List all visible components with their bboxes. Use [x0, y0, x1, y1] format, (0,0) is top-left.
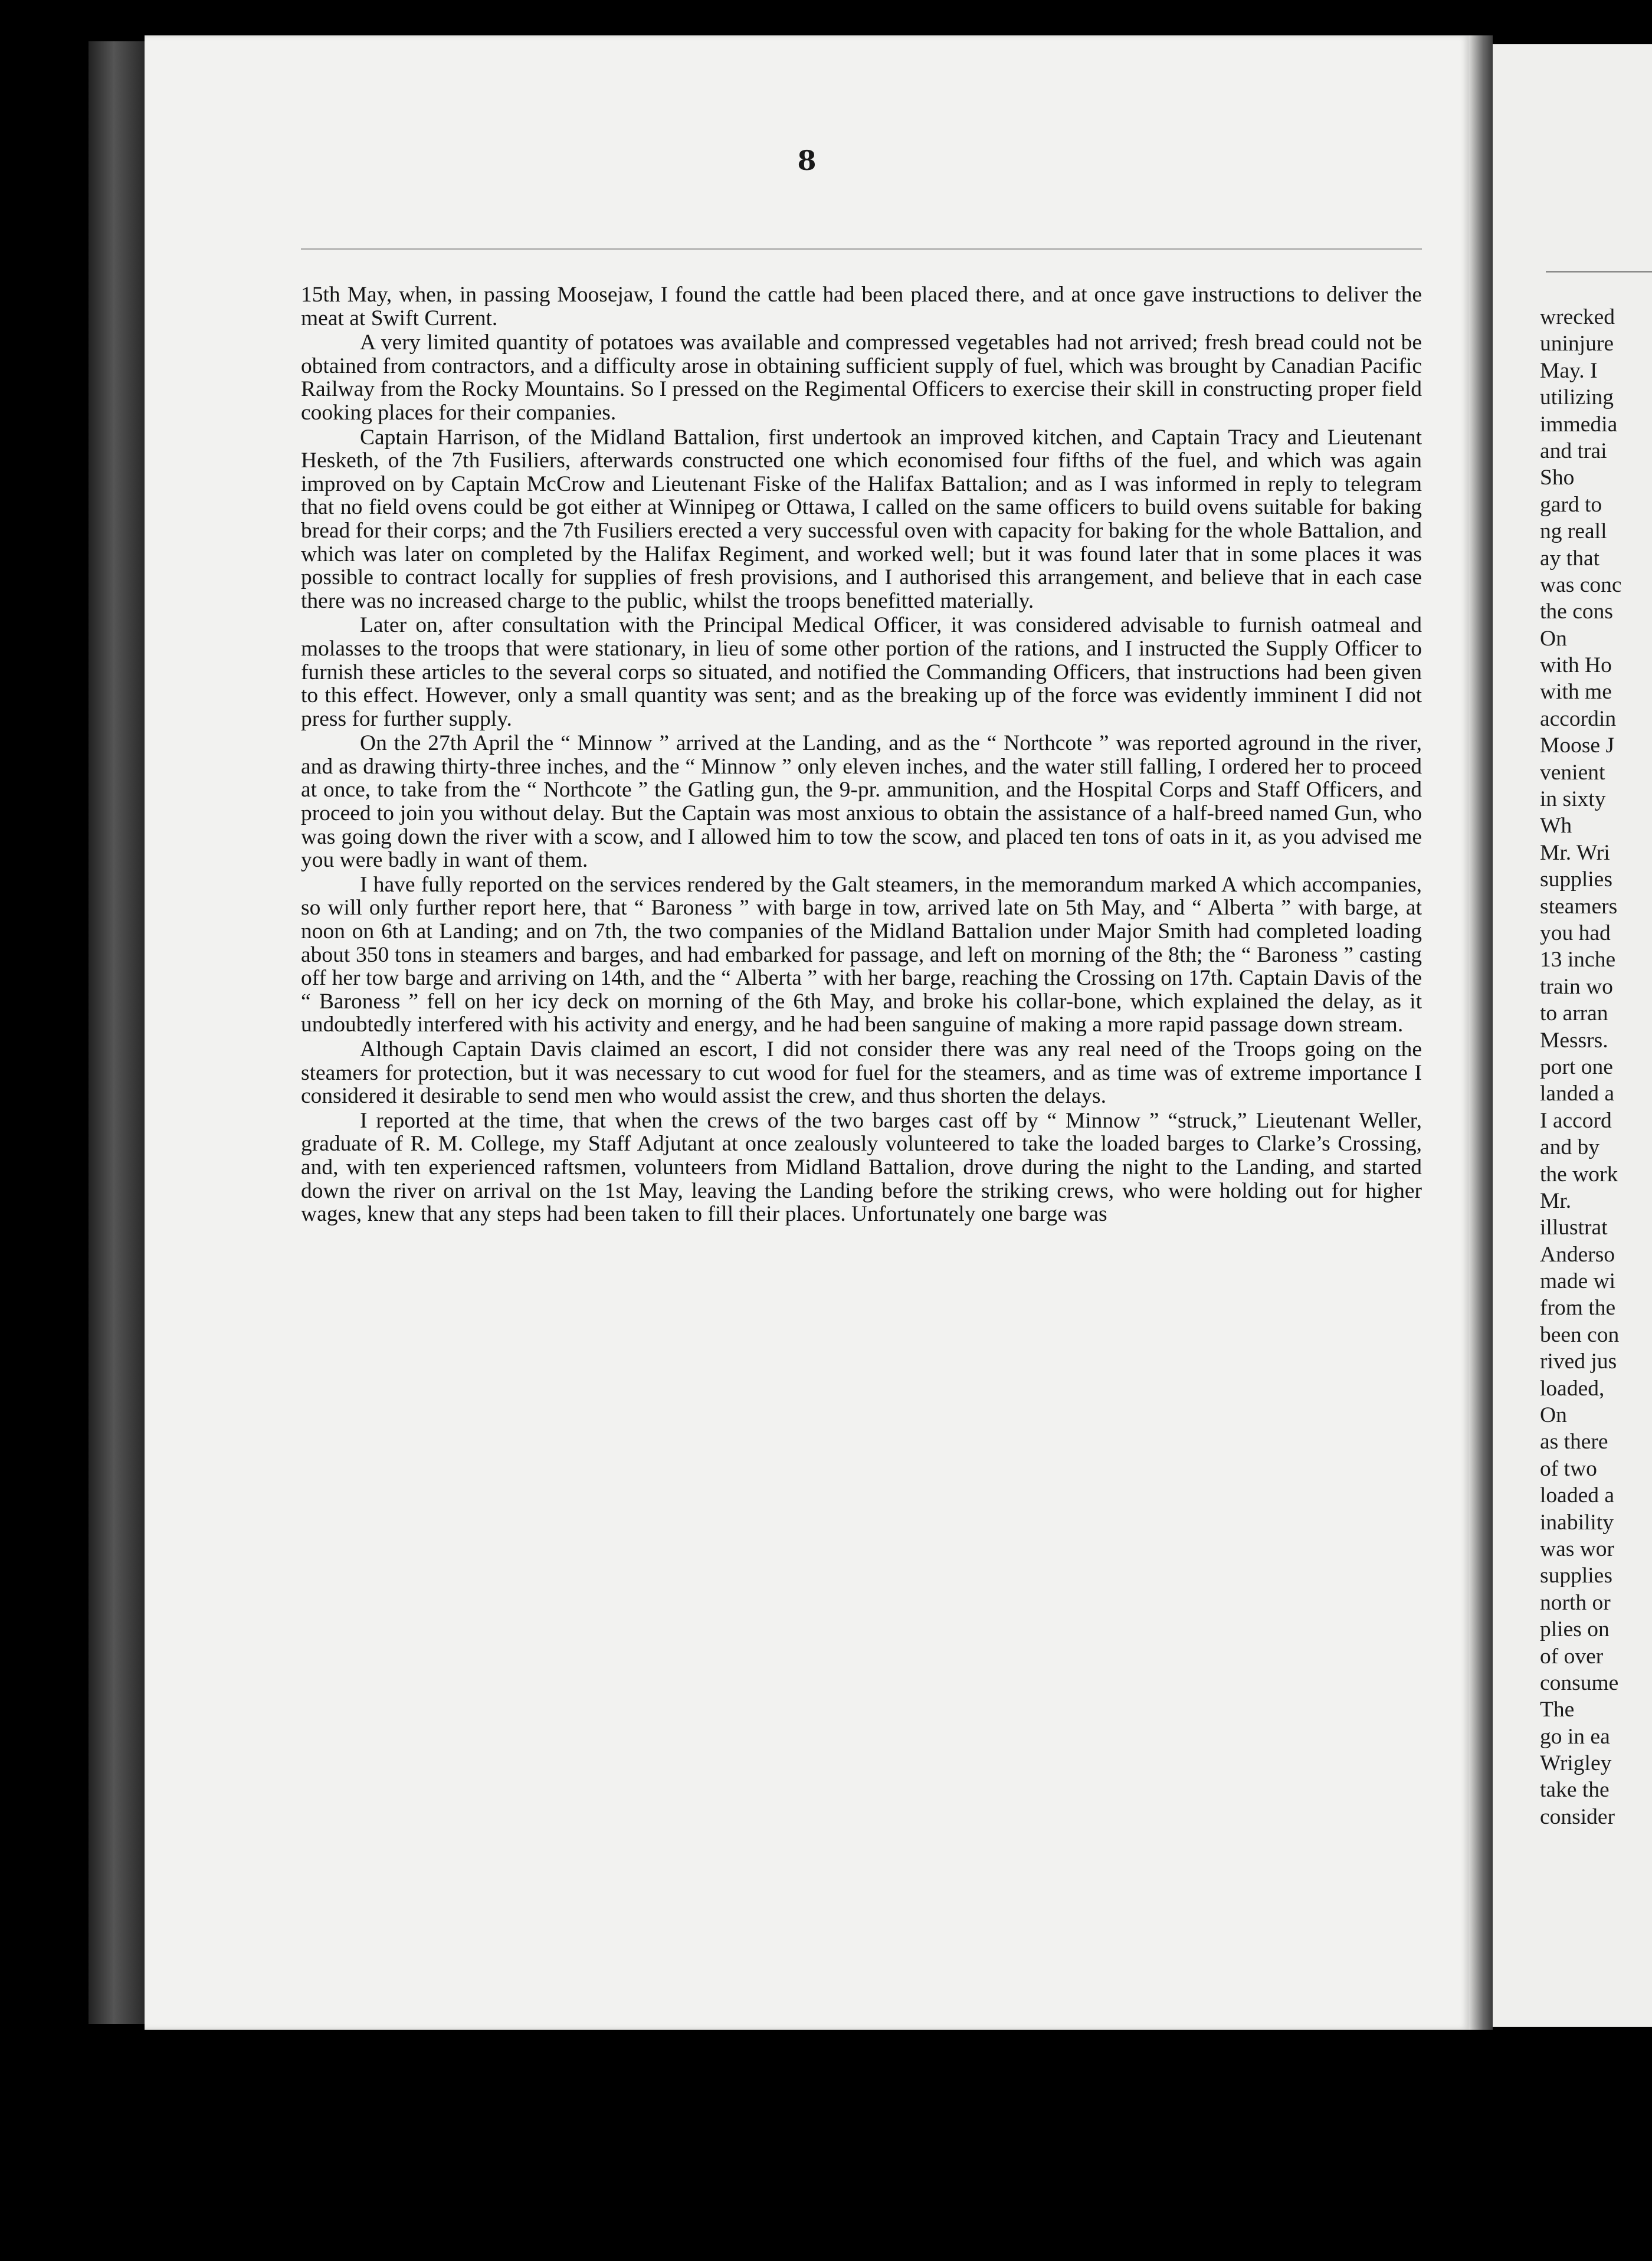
- facing-page-line: you had: [1540, 920, 1611, 945]
- paragraph-8: I reported at the time, that when the crews of the two barges cast off by “ Minnow ” “struck,” Lieutenant Weller, graduate of R. M. College, my Staff Adjutant at once zealously volunteered to take the loaded barges to Clarke’s Crossing, and, with ten experienced raftsmen, volunteers from Midland Battalion, drove during the night to the Landing, and started down the river on arrival on the 1st May, leaving the Landing before the striking crews, who were holding out for higher wages, knew that any steps had been taken to fill their places. Unfortunately one barge was: [301, 1108, 1422, 1227]
- facing-page-line: landed a: [1540, 1082, 1614, 1106]
- facing-page-line: accordin: [1540, 706, 1617, 731]
- facing-page-line: supplies: [1540, 867, 1612, 892]
- facing-page-line: from the: [1540, 1296, 1616, 1320]
- facing-page-line: the cons: [1540, 599, 1613, 624]
- facing-page-line: 13 inche: [1540, 948, 1616, 972]
- paragraph-7: Although Captain Davis claimed an escort, I did not consider there was any real need of the Troops going on the steamers for protection, but it was necessary to cut wood for fuel for the steamers, and as time was of extreme importance I considered it desirable to send men who would assist the crew, and thus shorten the delays.: [301, 1037, 1422, 1109]
- facing-page-line: utilizing: [1540, 385, 1614, 410]
- facing-page-line: plies on: [1540, 1617, 1610, 1642]
- facing-page-line: been con: [1540, 1322, 1620, 1347]
- facing-page-line: gard to: [1540, 492, 1602, 517]
- facing-page-line: the work: [1540, 1162, 1618, 1187]
- facing-page-line: take the: [1540, 1778, 1610, 1803]
- facing-page-line: made wi: [1540, 1269, 1616, 1294]
- facing-page-line: north or: [1540, 1590, 1611, 1615]
- facing-page-line: and trai: [1540, 438, 1607, 463]
- facing-page-line: Wrigley: [1540, 1751, 1612, 1776]
- facing-page-line: consume: [1540, 1670, 1619, 1695]
- facing-page-line: Anderso: [1540, 1242, 1615, 1267]
- facing-page-line: Moose J: [1540, 733, 1615, 758]
- book-page: [145, 35, 1469, 2030]
- facing-page-line: supplies: [1540, 1564, 1612, 1588]
- paragraph-6: I have fully reported on the services rendered by the Galt steamers, in the memorandum marked A which accompanies, so will only further report here, that “ Baroness ” with barge in tow, arrived late on 5th May, and “ Alberta ” with barge, at noon on 6th at Landing; and on 7th, the two companies of the Midland Battalion under Major Smith had completed loading about 350 tons in steamers and barges, and had embarked for passage, and left on morning of the 8th; the “ Baroness ” casting off her tow barge and arriving on 14th, and the “ Alberta ” with her barge, reaching the Crossing on 17th. Captain Davis of the “ Baroness ” fell on her icy deck on morning of the 6th May, and broke his collar-bone, which explained the delay, as it undoubtedly interfered with his activity and energy, and he had been sanguine of making a more rapid passage down stream.: [301, 872, 1422, 1037]
- facing-page-line: On: [1540, 1403, 1567, 1428]
- facing-page-line: venient: [1540, 760, 1605, 785]
- facing-page-line: and by: [1540, 1135, 1600, 1160]
- facing-page-line: train wo: [1540, 974, 1613, 999]
- facing-page-line: On: [1540, 626, 1567, 651]
- facing-page-line: with Ho: [1540, 653, 1612, 678]
- facing-page-line: steamers: [1540, 894, 1618, 919]
- facing-page-line: to arran: [1540, 1001, 1608, 1026]
- facing-page-line: go in ea: [1540, 1724, 1610, 1749]
- facing-page-line: port one: [1540, 1054, 1613, 1079]
- paragraph-5: On the 27th April the “ Minnow ” arrived at the Landing, and as the “ Northcote ” was reported aground in the river, and as drawing thirty-three inches, and the “ Minnow ” only eleven inches, and the water still falling, I ordered her to proceed at once, to take from the “ Northcote ” the Gatling gun, the 9-pr. ammunition, and the Hospital Corps and Staff Officers, and proceed to join you without delay. But the Captain was most anxious to obtain the assistance of a half-breed named Gun, who was going down the river with a scow, and I allowed him to tow the scow, and placed ten tons of oats in it, as you advised me you were badly in want of them.: [301, 731, 1422, 873]
- facing-page-line: ng reall: [1540, 519, 1607, 544]
- facing-page-line: was conc: [1540, 572, 1622, 597]
- facing-page-line: was wor: [1540, 1536, 1615, 1561]
- facing-page-line: illustrat: [1540, 1215, 1608, 1240]
- facing-page-line: Mr. Wri: [1540, 840, 1610, 865]
- facing-page-line: immedia: [1540, 412, 1618, 437]
- facing-page-line: Mr.: [1540, 1188, 1572, 1213]
- facing-page-line: loaded,: [1540, 1376, 1605, 1401]
- facing-page-line: of two: [1540, 1456, 1597, 1481]
- facing-page-line: loaded a: [1540, 1483, 1614, 1508]
- paragraph-4: Later on, after consultation with the Principal Medical Officer, it was considered advisable to furnish oatmeal and molasses to the troops that were stationary, in lieu of some other portion of the rations, and I instructed the Supply Officer to furnish these articles to the several corps so situated, and notified the Commanding Officers, that instructions had been given to this effect. However, only a small quantity was sent; and as the breaking up of the force was evidently imminent I did not press for further supply.: [301, 613, 1422, 731]
- facing-page-line: as there: [1540, 1430, 1608, 1454]
- facing-page-line: inability: [1540, 1510, 1614, 1535]
- facing-page-fragment: [1493, 44, 1652, 2027]
- facing-page-line: ay that: [1540, 546, 1600, 571]
- book-spine-edge: [88, 41, 145, 2024]
- facing-page-line: in sixty: [1540, 787, 1606, 812]
- facing-page-line: with me: [1540, 680, 1612, 704]
- facing-page-line: uninjure: [1540, 332, 1614, 356]
- facing-page-rule: [1546, 271, 1652, 273]
- facing-page-line: I accord: [1540, 1108, 1612, 1133]
- page-body-text: [301, 283, 1422, 1227]
- facing-page-line: consider: [1540, 1804, 1615, 1829]
- page-gutter-shadow: [1469, 35, 1493, 2030]
- facing-page-line: of over: [1540, 1644, 1604, 1669]
- facing-page-line: rived jus: [1540, 1349, 1617, 1374]
- page-number: 8: [797, 145, 817, 176]
- facing-page-line: Messrs.: [1540, 1028, 1608, 1053]
- facing-page-line: The: [1540, 1698, 1575, 1722]
- facing-page-line: wrecked: [1540, 305, 1615, 329]
- facing-page-line: Sho: [1540, 466, 1575, 490]
- header-rule: [301, 248, 1422, 250]
- facing-page-text: [1540, 304, 1652, 1830]
- paragraph-3: Captain Harrison, of the Midland Battalion, first undertook an improved kitchen, and Captain Tracy and Lieutenant Hesketh, of the 7th Fusiliers, afterwards constructed one which economised four fifths of the fuel, and which was again improved on by Captain McCrow and Lieutenant Fiske of the Halifax Battalion; and as I was informed in reply to telegram that no field ovens could be got either at Winnipeg or Ottawa, I called on the same officers to build ovens suitable for baking bread for their corps; and the 7th Fusiliers erected a very successful oven with capacity for baking for the whole Battalion, and which was later on completed by the Halifax Regiment, and worked well; but it was found later that in some places it was possible to contract locally for supplies of fresh provisions, and I authorised this arrangement, and believe that in each case there was no increased charge to the public, whilst the troops benefitted materially.: [301, 425, 1422, 613]
- facing-page-line: May. I: [1540, 358, 1598, 383]
- facing-page-line: Wh: [1540, 814, 1572, 838]
- paragraph-2: A very limited quantity of potatoes was available and compressed vegetables had not arrived; fresh bread could not be obtained from contractors, and a difficulty arose in obtaining sufficient supply of fuel, which was brought by Canadian Pacific Railway from the Rocky Mountains. So I pressed on the Regimental Officers to exercise their skill in constructing proper field cooking places for their companies.: [301, 330, 1422, 425]
- paragraph-1: 15th May, when, in passing Moosejaw, I found the cattle had been placed there, and at once gave instructions to deliver the meat at Swift Current.: [301, 283, 1422, 330]
